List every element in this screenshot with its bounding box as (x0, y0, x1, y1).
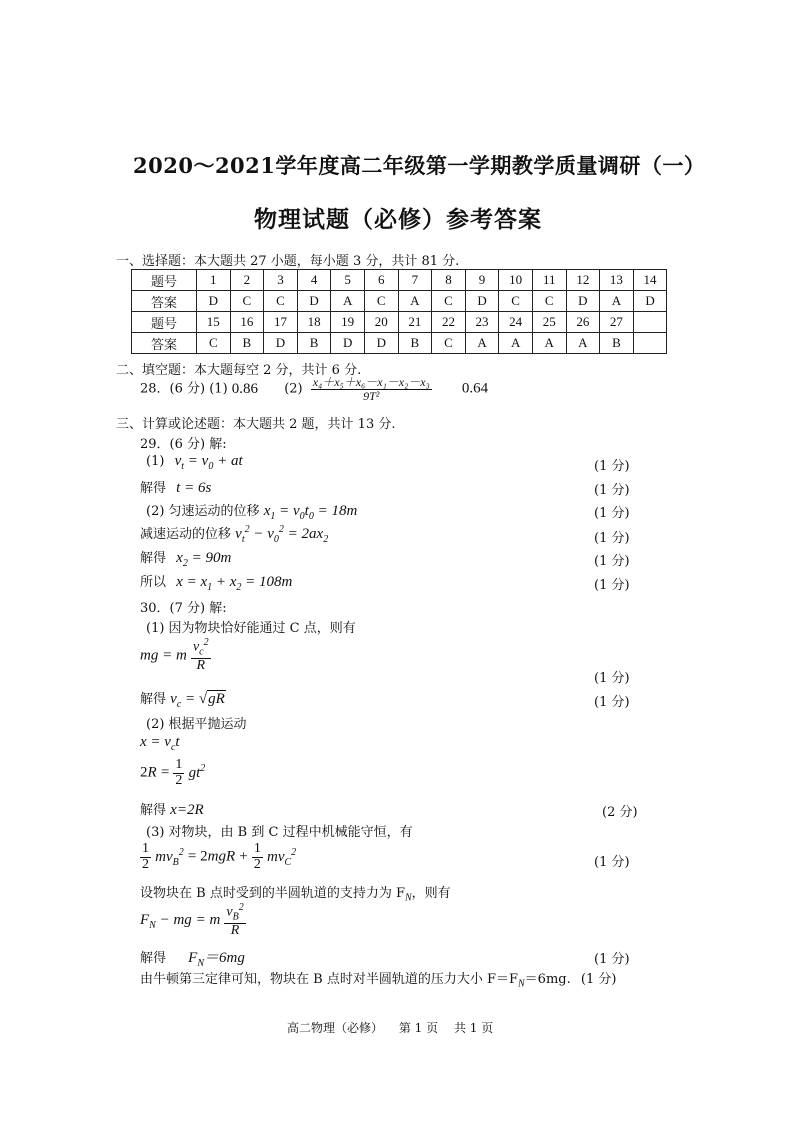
table-cell: C (264, 291, 298, 312)
q30-line2 (140, 688, 226, 710)
q28-answer3: 0.64 (461, 380, 489, 397)
table-cell: 26 (566, 312, 600, 333)
table-cell: 6 (364, 270, 398, 291)
q29-label-therefore: 所以 (140, 575, 167, 590)
table-cell: A (532, 333, 566, 354)
q30-title: 30．(7 分) 解: (140, 601, 227, 616)
table-cell: A (499, 333, 533, 354)
table-cell: C (197, 333, 231, 354)
q28-fraction-numerator: x₄＋x₅＋x₆－x₁－x₂－x₃ (312, 375, 430, 389)
table-cell: B (600, 333, 634, 354)
score-label: (1 分) (594, 952, 630, 967)
footer-page: 第 1 页 (398, 1021, 439, 1035)
table-cell: 3 (264, 270, 298, 291)
q28-prefix: 28．(6 分) (140, 381, 206, 397)
table-cell: 11 (532, 270, 566, 291)
table-cell: C (364, 291, 398, 312)
q30-line5: (3) 对物块，由 B 到 C 过程中机械能守恒，有 (146, 825, 413, 840)
table-cell: D (633, 291, 667, 312)
score-label: (1 分) (594, 578, 630, 593)
q29-formula5: $x_2 = 90m$ (176, 550, 232, 569)
q29-line4 (140, 523, 328, 545)
score-label: (2 分) (602, 805, 638, 820)
table-cell: 22 (432, 312, 466, 333)
score-label: (1 分) (594, 483, 630, 498)
table-cell: D (331, 333, 365, 354)
table-cell: C (432, 333, 466, 354)
q30-newton-text-end: ＝6mg. (524, 972, 571, 987)
q30-line8: 由牛顿第三定律可知，物块在 B 点时对半圆轨道的压力大小 $F=F_N=6mg$. (1 分) (140, 972, 617, 990)
q30-line4 (140, 799, 204, 819)
q30-formula-fn: $F_N=6mg$ (188, 950, 245, 969)
table-row (132, 312, 667, 333)
q29-label-solve: 解得 (140, 481, 167, 496)
q30-formula-2r: 2R = $\frac{1}{2}$ $gt^2$ (140, 757, 206, 788)
score-label: (1 分) (594, 506, 630, 521)
q29-line3 (146, 500, 357, 522)
table-cell: A (566, 333, 600, 354)
table-row (132, 291, 667, 312)
q30-formula-energy: $\frac{1}{2}$ $mv_B^2 = 2mgR$ + $\frac{1}{2}$ $mv_C^2$ (142, 841, 297, 872)
table-cell: C (499, 291, 533, 312)
q28-part2: (2) (284, 381, 303, 397)
q30-line7 (140, 946, 245, 969)
table-cell: A (331, 291, 365, 312)
score-label: (1 分) (594, 459, 630, 474)
q28-fraction (311, 376, 432, 402)
fraction: $\frac{v_c^2}{R}$ (192, 637, 209, 673)
q29-formula6: $x = x_1 + x_2 = 108m$ (176, 574, 293, 593)
table-cell: 17 (264, 312, 298, 333)
q29-line5 (140, 547, 231, 569)
table-cell: D (297, 291, 331, 312)
table-cell: 21 (398, 312, 432, 333)
q29-formula2: t = 6s (176, 480, 212, 496)
table-cell: A (600, 291, 634, 312)
table-cell: B (297, 333, 331, 354)
q30-formula-centripetal: mg = m $\frac{v_c^2}{R}$ (140, 637, 209, 673)
section3-heading: 三、计算或论述题：本大题共 2 题，共计 13 分. (116, 417, 396, 432)
q30-formula-vc: $v_c = √gR$ (170, 691, 225, 710)
table-cell: C (532, 291, 566, 312)
q30-formula-x: $x = v_ct$ (140, 734, 180, 753)
table-cell: 27 (600, 312, 634, 333)
section1-heading: 一、选择题：本大题共 27 小题，每小题 3 分，共计 81 分. (116, 254, 460, 269)
table-cell: 20 (364, 312, 398, 333)
table-row (132, 270, 667, 291)
q29-line1 (146, 453, 243, 472)
footer-total: 共 1 页 (453, 1021, 494, 1035)
table-cell: D (465, 291, 499, 312)
table-cell: 16 (230, 312, 264, 333)
q30-line1: (1) 因为物块恰好能通过 C 点，则有 (146, 621, 356, 636)
row-label-num: 题号 (132, 312, 197, 333)
q30-label-solve: 解得 (140, 692, 167, 707)
row-label-ans: 答案 (132, 291, 197, 312)
score-label: (1 分) (594, 855, 630, 870)
page-footer (287, 1019, 493, 1036)
table-cell: 12 (566, 270, 600, 291)
page-subtitle: 物理试题（必修）参考答案 (254, 206, 542, 233)
table-cell: 9 (465, 270, 499, 291)
score-label: (1 分) (594, 695, 630, 710)
table-cell (633, 333, 667, 354)
table-cell: 1 (197, 270, 231, 291)
answer-table (131, 269, 667, 354)
table-cell: C (230, 291, 264, 312)
q29-label-uniform: (2) 匀速运动的位移 (146, 504, 260, 519)
fraction: $\frac{1}{2}$ (175, 757, 183, 788)
q29-title: 29．(6 分) 解: (140, 437, 227, 452)
table-cell (633, 312, 667, 333)
table-cell: D (566, 291, 600, 312)
q29-label-solve: 解得 (140, 551, 167, 566)
table-cell: 15 (197, 312, 231, 333)
fraction: $\frac{1}{2}$ (253, 841, 261, 872)
table-cell: C (432, 291, 466, 312)
table-cell: 5 (331, 270, 365, 291)
q29-line2 (140, 477, 211, 497)
q29-formula1: $v_t = v_0$ + at (174, 453, 243, 472)
q30-label-solve: 解得 (140, 803, 167, 818)
fraction: $\frac{v_B^2}{R}$ (226, 902, 244, 938)
q30-formula-force: $F_N$ − mg = m $\frac{v_B^2}{R}$ (140, 902, 244, 938)
q30-line3: (2) 根据平抛运动 (146, 717, 247, 732)
table-cell: D (364, 333, 398, 354)
table-cell: 18 (297, 312, 331, 333)
q30-formula-x-result: x=2R (170, 802, 204, 818)
q30-support-text: 设物块在 B 点时受到的半圆轨道的支持力为 F (140, 886, 405, 901)
table-cell: 8 (432, 270, 466, 291)
q29-formula3: $x_1 = v_0t_0 = 18m$ (263, 503, 358, 522)
q29-line6 (140, 571, 292, 593)
fraction: $\frac{1}{2}$ (142, 841, 149, 872)
table-cell: 4 (297, 270, 331, 291)
q28-fraction-denominator: 9T² (363, 388, 380, 403)
table-cell: 25 (532, 312, 566, 333)
table-cell: 24 (499, 312, 533, 333)
table-cell: 23 (465, 312, 499, 333)
score-label: (1 分) (580, 972, 617, 987)
table-cell: 2 (230, 270, 264, 291)
q30-newton-text: 由牛顿第三定律可知，物块在 B 点时对半圆轨道的压力大小 F＝F (140, 972, 518, 987)
table-cell: 7 (398, 270, 432, 291)
table-cell: D (197, 291, 231, 312)
q30-support-text-end: ，则有 (411, 886, 451, 901)
q28-answer1: 0.86 (231, 380, 259, 397)
table-cell: 19 (331, 312, 365, 333)
row-label-num: 题号 (132, 270, 197, 291)
footer-course: 高二物理（必修） (287, 1021, 384, 1035)
table-cell: 14 (633, 270, 667, 291)
score-label: (1 分) (594, 531, 630, 546)
row-label-ans: 答案 (132, 333, 197, 354)
table-cell: B (230, 333, 264, 354)
q28-line (140, 376, 488, 402)
q28-part1: (1) (209, 381, 228, 397)
table-cell: A (465, 333, 499, 354)
q29-step-label: (1) (146, 454, 165, 469)
table-row (132, 333, 667, 354)
q30-line6: 设物块在 B 点时受到的半圆轨道的支持力为 $F_N$，则有 (140, 886, 451, 904)
q30-label-solve: 解得 (140, 951, 167, 966)
score-label: (1 分) (594, 554, 630, 569)
q29-formula4: $v_t^2 - v_0^2 = 2ax_2$ (235, 524, 329, 545)
table-cell: A (398, 291, 432, 312)
table-cell: 13 (600, 270, 634, 291)
q29-label-decel: 减速运动的位移 (140, 527, 232, 542)
table-cell: B (398, 333, 432, 354)
page-title: 2020～2021学年度高二年级第一学期教学质量调研（一） (133, 153, 706, 178)
table-cell: 10 (499, 270, 533, 291)
score-label: (1 分) (594, 671, 630, 686)
section2-heading: 二、填空题：本大题每空 2 分，共计 6 分. (116, 363, 362, 378)
table-cell: D (264, 333, 298, 354)
